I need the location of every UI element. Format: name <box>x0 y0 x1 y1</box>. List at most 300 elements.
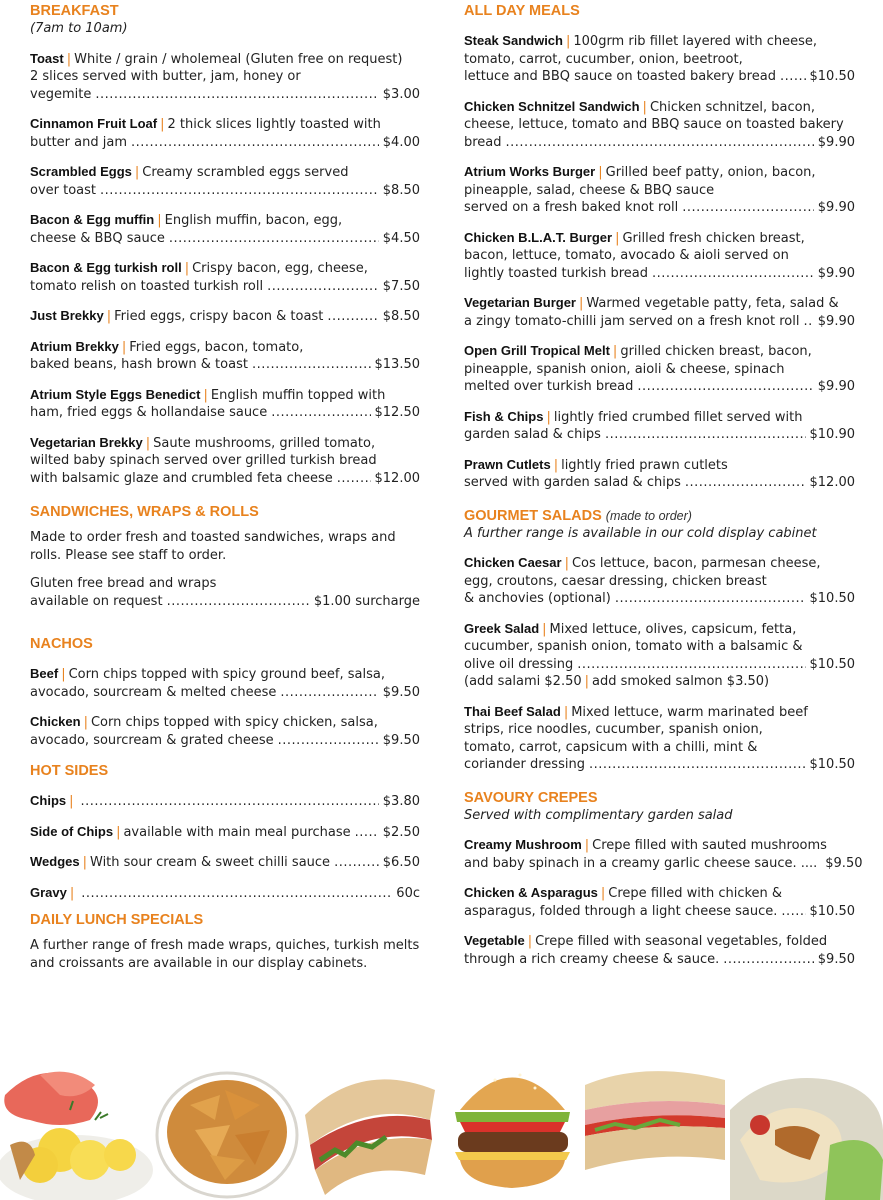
menu-item-name: Side of Chips <box>30 823 114 839</box>
menu-item-price-line <box>30 307 420 326</box>
menu-item-price-line <box>464 68 855 86</box>
menu-item-line <box>464 703 855 722</box>
dot-leader <box>780 68 806 86</box>
menu-item-name: Vegetable <box>464 933 525 948</box>
gourmet-salads-list <box>464 542 855 774</box>
menu-item-name: Just Brekky <box>30 308 104 323</box>
menu-item-line <box>464 247 855 265</box>
menu-item-price: $7.50 <box>382 278 420 294</box>
menu-item-description: coriander dressing <box>464 757 585 772</box>
menu-item-description: garden salad & chips <box>464 427 601 442</box>
menu-item-name: Creamy Mushroom <box>464 837 582 852</box>
menu-item-text <box>464 248 789 263</box>
separator-bar: | <box>598 165 603 180</box>
menu-item-line <box>464 620 855 639</box>
menu-item-description: avocado, sourcream & grated cheese <box>30 732 274 748</box>
menu-item-price-line <box>464 474 855 492</box>
menu-item-text <box>30 213 342 228</box>
menu-item-description: 2 slices served with butter, jam, honey or <box>30 69 301 84</box>
salads-title-note: (made to order) <box>605 508 692 523</box>
menu-item-description: With sour cream & sweet chilli sauce <box>90 855 331 870</box>
menu-item-line <box>464 32 855 51</box>
breakfast-heading: BREAKFAST <box>30 3 119 19</box>
menu-item-name: Atrium Works Burger <box>464 164 596 179</box>
menu-item <box>464 294 855 330</box>
menu-item-text <box>30 261 368 276</box>
menu-item-text <box>464 199 678 217</box>
menu-item-name: Atrium Brekky <box>30 338 119 354</box>
menu-item-name: Beef <box>30 666 59 681</box>
dot-leader <box>327 308 378 326</box>
menu-item-description: through a rich creamy cheese & sauce. <box>464 951 720 967</box>
menu-item-text <box>30 165 348 180</box>
menu-item-price-line <box>464 855 863 873</box>
menu-item-text <box>464 705 808 720</box>
crepes-subnote: Served with complimentary garden salad <box>464 807 733 823</box>
menu-item-price-line <box>30 182 420 200</box>
separator-bar: | <box>600 886 606 901</box>
menu-item-description: Crepe filled with seasonal vegetables, folded <box>535 934 828 949</box>
dot-leader <box>506 134 814 152</box>
menu-item-price: $6.50 <box>382 855 420 870</box>
menu-item <box>30 386 420 422</box>
menu-item-price-line <box>464 590 855 608</box>
menu-item-text <box>464 474 681 492</box>
menu-item-price: $8.50 <box>382 309 420 324</box>
dot-leader <box>271 404 370 422</box>
menu-item <box>464 703 855 774</box>
menu-item-text <box>30 404 267 422</box>
breakfast-list <box>30 38 420 488</box>
menu-item-text <box>30 732 274 750</box>
menu-item-description: strips, rice noodles, cucumber, spanish onion, <box>464 722 763 737</box>
menu-item-text <box>464 296 839 311</box>
menu-item-line <box>30 259 420 278</box>
menu-item-price: $10.50 <box>809 656 855 672</box>
menu-item-price: $9.50 <box>382 732 420 748</box>
menu-item-text <box>30 823 351 842</box>
separator-bar: | <box>157 213 162 228</box>
menu-item-text <box>30 884 77 903</box>
menu-item-price: $9.90 <box>817 313 855 329</box>
menu-item-description: cheese, lettuce, tomato and BBQ sauce on toasted bakery <box>464 117 844 132</box>
menu-item-text <box>30 117 381 132</box>
menu-item-text <box>30 69 301 84</box>
menu-item-description: melted over turkish bread <box>464 379 634 394</box>
menu-item-name: Chicken & Asparagus <box>464 885 598 900</box>
menu-item-text <box>464 378 633 396</box>
menu-item-price-line <box>30 86 420 104</box>
menu-item-price: $10.50 <box>809 69 855 84</box>
menu-item <box>30 823 420 842</box>
menu-item-description: Chicken schnitzel, bacon, <box>649 99 815 115</box>
menu-item-text <box>464 590 611 608</box>
all-day-meals-list <box>464 20 855 492</box>
menu-item-name: Chicken <box>30 714 81 729</box>
menu-item-price-line <box>464 756 855 774</box>
menu-item-line <box>30 665 420 684</box>
menu-item-text <box>464 117 844 132</box>
menu-item-text <box>30 356 248 374</box>
menu-item-price: $10.50 <box>809 591 855 606</box>
menu-item-name: Vegetarian Burger <box>464 295 576 310</box>
menu-item-line <box>30 163 420 182</box>
menu-item-price-line <box>464 199 855 217</box>
menu-item-line <box>30 338 420 357</box>
menu-item-price: $9.50 <box>817 951 855 967</box>
menu-item-description: grilled chicken breast, bacon, <box>620 344 812 359</box>
menu-item <box>30 50 420 104</box>
dot-leader <box>355 824 379 842</box>
menu-item-price: $9.90 <box>817 265 855 281</box>
dot-leader <box>280 684 378 702</box>
menu-item-line <box>464 836 855 855</box>
menu-item-text <box>464 183 714 198</box>
gluten-free-note <box>30 575 420 610</box>
menu-item-description: & anchovies (optional) <box>464 591 611 606</box>
menu-item <box>464 620 855 691</box>
menu-item <box>30 338 420 374</box>
separator-bar: | <box>563 704 569 720</box>
menu-item-line <box>464 456 855 475</box>
menu-item-text <box>464 556 821 571</box>
dot-leader <box>95 86 378 104</box>
menu-item-description: cucumber, spanish onion, tomato with a balsamic & <box>464 639 803 654</box>
separator-bar: | <box>546 409 551 425</box>
menu-item <box>30 115 420 151</box>
chicken-wrap-photo <box>730 1050 883 1200</box>
separator-bar: | <box>584 838 590 853</box>
separator-bar: | <box>145 435 151 451</box>
dot-leader <box>100 182 379 200</box>
daily-lunch-line: and croissants are available in our display cabinets. <box>30 955 368 971</box>
menu-item-text <box>30 340 303 355</box>
potato-wedges-bowl-photo <box>155 1050 300 1200</box>
menu-item-price: $10.90 <box>809 427 855 442</box>
menu-item-line <box>464 294 855 313</box>
menu-item-price-line <box>30 230 420 248</box>
daily-lunch-line: A further range of fresh made wraps, quiches, turkish melts <box>30 938 420 953</box>
menu-item-description: ham, fried eggs & hollandaise sauce <box>30 405 268 420</box>
separator-bar: | <box>61 667 66 682</box>
menu-item <box>30 434 420 488</box>
menu-item-name: Wedges <box>30 854 80 869</box>
menu-item-price-line <box>30 684 420 702</box>
dot-leader <box>605 426 806 444</box>
menu-item-price-line <box>464 656 855 674</box>
menu-item-price-line <box>30 278 420 296</box>
smoked-salmon-scrambled-eggs-photo <box>0 1050 155 1200</box>
savoury-crepes-heading: SAVOURY CREPES <box>464 789 598 806</box>
menu-item-text <box>464 886 782 901</box>
menu-item-price-line <box>464 378 855 396</box>
separator-bar: | <box>203 387 208 403</box>
menu-item <box>30 665 420 701</box>
separator-bar: | <box>565 34 571 49</box>
menu-item-price-line <box>464 426 855 444</box>
menu-item <box>464 456 855 492</box>
menu-item-price-line <box>30 732 420 750</box>
menu-item-text <box>30 307 323 326</box>
menu-item-text <box>464 68 776 86</box>
menu-item-text <box>464 344 812 359</box>
menu-item-price: $10.50 <box>809 903 855 919</box>
separator-bar: | <box>66 51 72 67</box>
menu-item <box>464 554 855 608</box>
menu-item-price: 60c <box>396 885 420 901</box>
menu-item-text <box>30 667 385 682</box>
menu-item <box>30 853 420 872</box>
menu-item-line <box>30 452 420 470</box>
menu-item-description: olive oil dressing <box>464 656 574 672</box>
menu-item-text <box>464 934 827 949</box>
menu-item-price: $9.90 <box>817 134 855 150</box>
menu-item-text <box>464 639 802 654</box>
separator-bar: | <box>553 457 559 473</box>
menu-item-text <box>464 52 743 67</box>
menu-item-description: baked beans, hash brown & toast <box>30 357 248 372</box>
menu-item-price: $4.00 <box>382 134 420 150</box>
menu-item-price: $9.50 <box>382 684 420 700</box>
menu-item-description: Mixed lettuce, olives, capsicum, fetta, <box>549 621 797 637</box>
sandwiches-heading: SANDWICHES, WRAPS & ROLLS <box>30 504 259 520</box>
menu-item-text <box>30 453 377 468</box>
menu-item-price-line <box>30 404 420 422</box>
menu-item-text <box>464 656 573 674</box>
separator-bar: | <box>116 824 121 840</box>
dot-leader <box>334 854 379 872</box>
menu-item-line <box>464 739 855 757</box>
dot-leader <box>167 593 310 611</box>
menu-item-price: $4.50 <box>382 230 420 246</box>
menu-item-description: Grilled beef patty, onion, bacon, <box>605 165 816 180</box>
dot-leader <box>723 951 814 969</box>
nachos-heading: NACHOS <box>30 636 93 652</box>
menu-item-description: bread <box>464 134 502 150</box>
menu-item-text <box>464 134 502 152</box>
menu-item-description: pineapple, salad, cheese & BBQ sauce <box>464 182 715 198</box>
menu-item-name: Open Grill Tropical Melt <box>464 343 610 358</box>
menu-item-line <box>464 932 855 951</box>
menu-item-description: Crepe filled with chicken & <box>608 886 783 901</box>
menu-item-name: Toast <box>30 50 64 66</box>
menu-right-column <box>464 0 863 968</box>
menu-item-description: served on a fresh baked knot roll <box>464 200 679 215</box>
menu-item <box>464 98 855 152</box>
menu-item-line <box>464 573 855 591</box>
menu-item-line <box>464 554 855 573</box>
menu-item-text <box>464 838 827 853</box>
menu-item-text <box>464 574 767 589</box>
menu-item-line <box>464 229 855 248</box>
menu-item-description: available with main meal purchase <box>123 824 351 840</box>
menu-item-description: bacon, lettuce, tomato, avocado & aioli served on <box>464 248 789 263</box>
menu-item-description: pineapple, spanish onion, aioli & cheese, spinach <box>464 361 785 377</box>
menu-item-description: White / grain / wholemeal (Gluten free on request) <box>74 51 403 67</box>
menu-item-price-line <box>464 134 855 152</box>
dot-leader <box>81 885 392 903</box>
menu-item-text <box>464 362 785 377</box>
menu-item-price-line <box>464 265 855 283</box>
menu-item-price-line <box>30 134 420 152</box>
menu-item-description: asparagus, folded through a light cheese sauce. <box>464 903 778 919</box>
menu-item-line <box>30 115 420 134</box>
nachos-list <box>30 653 420 749</box>
menu-item-line <box>464 721 855 739</box>
menu-item <box>30 792 420 811</box>
menu-item-description: Fried eggs, bacon, tomato, <box>129 339 304 355</box>
menu-item-description: Corn chips topped with spicy ground beef, salsa, <box>68 667 385 682</box>
menu-item-name: Steak Sandwich <box>464 33 563 48</box>
menu-item <box>30 713 420 749</box>
menu-item-line <box>464 163 855 182</box>
menu-item-extras <box>464 673 855 691</box>
separator-bar: | <box>579 296 584 311</box>
menu-item-price: $8.50 <box>382 182 420 198</box>
menu-item-text <box>464 265 648 283</box>
menu-item-line <box>464 342 855 361</box>
dot-leader <box>781 903 805 921</box>
menu-item-description: egg, croutons, caesar dressing, chicken breast <box>464 573 767 589</box>
menu-item-description: lightly toasted turkish bread <box>464 265 649 281</box>
menu-item-description: English muffin topped with <box>210 387 386 403</box>
separator-bar: | <box>615 230 620 246</box>
menu-item-description: a zingy tomato-chilli jam served on a fresh knot roll <box>464 313 800 329</box>
menu-item-price: $9.50 <box>825 855 863 871</box>
menu-item <box>464 408 855 444</box>
menu-item-text <box>464 622 796 637</box>
separator-bar: | <box>106 309 112 324</box>
menu-item-price: $9.90 <box>817 379 855 394</box>
menu-item-text <box>464 756 585 774</box>
menu-item-line <box>30 713 420 732</box>
menu-item-text <box>30 52 402 67</box>
menu-item-line <box>30 211 420 230</box>
menu-item-name: Thai Beef Salad <box>464 703 561 719</box>
dot-leader <box>131 134 379 152</box>
menu-item-name: Chicken Caesar <box>464 555 562 570</box>
daily-lunch-description <box>30 937 420 972</box>
menu-item-description: butter and jam <box>30 134 127 150</box>
menu-item-description: vegemite <box>30 86 92 102</box>
menu-item-price: $10.50 <box>809 757 855 772</box>
separator-bar: | <box>564 556 569 571</box>
menu-item-price: $2.50 <box>382 824 420 840</box>
menu-item-name: Chicken Schnitzel Sandwich <box>464 98 640 114</box>
menu-item-name: Chips <box>30 793 67 808</box>
menu-item-description: Saute mushrooms, grilled tomato, <box>153 435 376 451</box>
dot-leader <box>803 313 813 331</box>
menu-item-description: English muffin, bacon, egg, <box>164 213 343 228</box>
menu-item-description: with balsamic glaze and crumbled feta cheese <box>30 470 333 486</box>
menu-item-name: Cinnamon Fruit Loaf <box>30 116 158 131</box>
beef-burger-photo <box>440 1050 585 1200</box>
menu-item-description: Creamy scrambled eggs served <box>142 165 349 180</box>
menu-item-line <box>464 182 855 200</box>
food-photo-strip <box>0 1050 883 1200</box>
salads-subnote: A further range is available in our cold display cabinet <box>464 525 817 541</box>
sandwiches-desc-line: rolls. Please see staff to order. <box>30 547 227 563</box>
menu-item-price-line <box>30 356 420 374</box>
dot-leader <box>682 199 814 217</box>
menu-item-text <box>30 134 127 152</box>
menu-item-description: lettuce and BBQ sauce on toasted bakery bread <box>464 69 776 84</box>
menu-item-description: lightly fried prawn cutlets <box>561 457 728 473</box>
dot-leader <box>169 230 379 248</box>
menu-item <box>30 259 420 295</box>
sandwiches-desc-line: Made to order fresh and toasted sandwiches, wraps and <box>30 530 396 545</box>
menu-item <box>464 163 855 217</box>
menu-item-name: Prawn Cutlets <box>464 456 551 472</box>
menu-item-price-line <box>30 792 420 811</box>
separator-bar: | <box>642 99 647 115</box>
breakfast-hours: (7am to 10am) <box>30 21 128 36</box>
menu-item-line <box>464 116 855 134</box>
separator-bar: | <box>82 855 87 870</box>
menu-item <box>30 307 420 326</box>
menu-item-price: $3.80 <box>382 794 420 809</box>
menu-item-line <box>464 408 855 427</box>
menu-item-price-line <box>464 903 855 921</box>
dot-leader <box>615 590 806 608</box>
menu-item-name: Bacon & Egg muffin <box>30 212 155 227</box>
menu-item-description: Warmed vegetable patty, feta, salad & <box>586 296 839 311</box>
menu-item-name: Chicken B.L.A.T. Burger <box>464 229 613 245</box>
menu-item-text <box>30 853 330 872</box>
menu-item-description: tomato, carrot, cucumber, onion, beetroot, <box>464 51 743 67</box>
menu-item-price-line <box>464 313 855 331</box>
menu-item-text <box>464 165 816 180</box>
menu-item-text <box>30 388 385 403</box>
menu-item <box>30 211 420 247</box>
all-day-meals-heading: ALL DAY MEALS <box>464 3 580 19</box>
menu-item <box>464 342 855 396</box>
menu-item-price-line <box>464 951 855 969</box>
menu-item-text <box>464 951 719 969</box>
menu-item-description: Fried eggs, crispy bacon & toast <box>114 309 324 324</box>
menu-item-text <box>30 792 77 811</box>
gluten-free-surcharge: $1.00 surcharge <box>313 593 420 609</box>
menu-item <box>30 884 420 903</box>
menu-item-text <box>30 684 276 702</box>
menu-item-description: tomato, carrot, capsicum with a chilli, mint & <box>464 739 758 755</box>
menu-item <box>464 884 855 920</box>
menu-item-description: served with garden salad & chips <box>464 475 681 490</box>
menu-item-line <box>464 884 855 903</box>
menu-item-text <box>464 231 805 246</box>
menu-item-description: 2 thick slices lightly toasted with <box>167 117 381 132</box>
separator-bar: | <box>121 339 127 355</box>
menu-item-text <box>464 100 815 115</box>
salads-title: GOURMET SALADS <box>464 507 602 524</box>
dot-leader <box>267 278 379 296</box>
menu-item-extra: add smoked salmon $3.50) <box>592 674 770 689</box>
menu-item <box>30 163 420 199</box>
menu-item-price-line <box>30 853 420 872</box>
separator-bar: | <box>184 261 190 276</box>
menu-item-description: and baby spinach in a creamy garlic cheese sauce. .... <box>464 855 818 871</box>
menu-item-text <box>30 278 263 296</box>
menu-item <box>464 32 855 86</box>
menu-item-name: Bacon & Egg turkish roll <box>30 260 182 275</box>
dot-leader <box>637 378 813 396</box>
hot-sides-heading: HOT SIDES <box>30 763 109 779</box>
menu-item-name: Fish & Chips <box>464 408 544 424</box>
menu-item-text <box>30 86 91 104</box>
menu-item-description: over toast <box>30 182 97 198</box>
turkish-bread-sandwich-photo <box>300 1050 440 1200</box>
menu-item-description: wilted baby spinach served over grilled turkish bread <box>30 453 377 468</box>
